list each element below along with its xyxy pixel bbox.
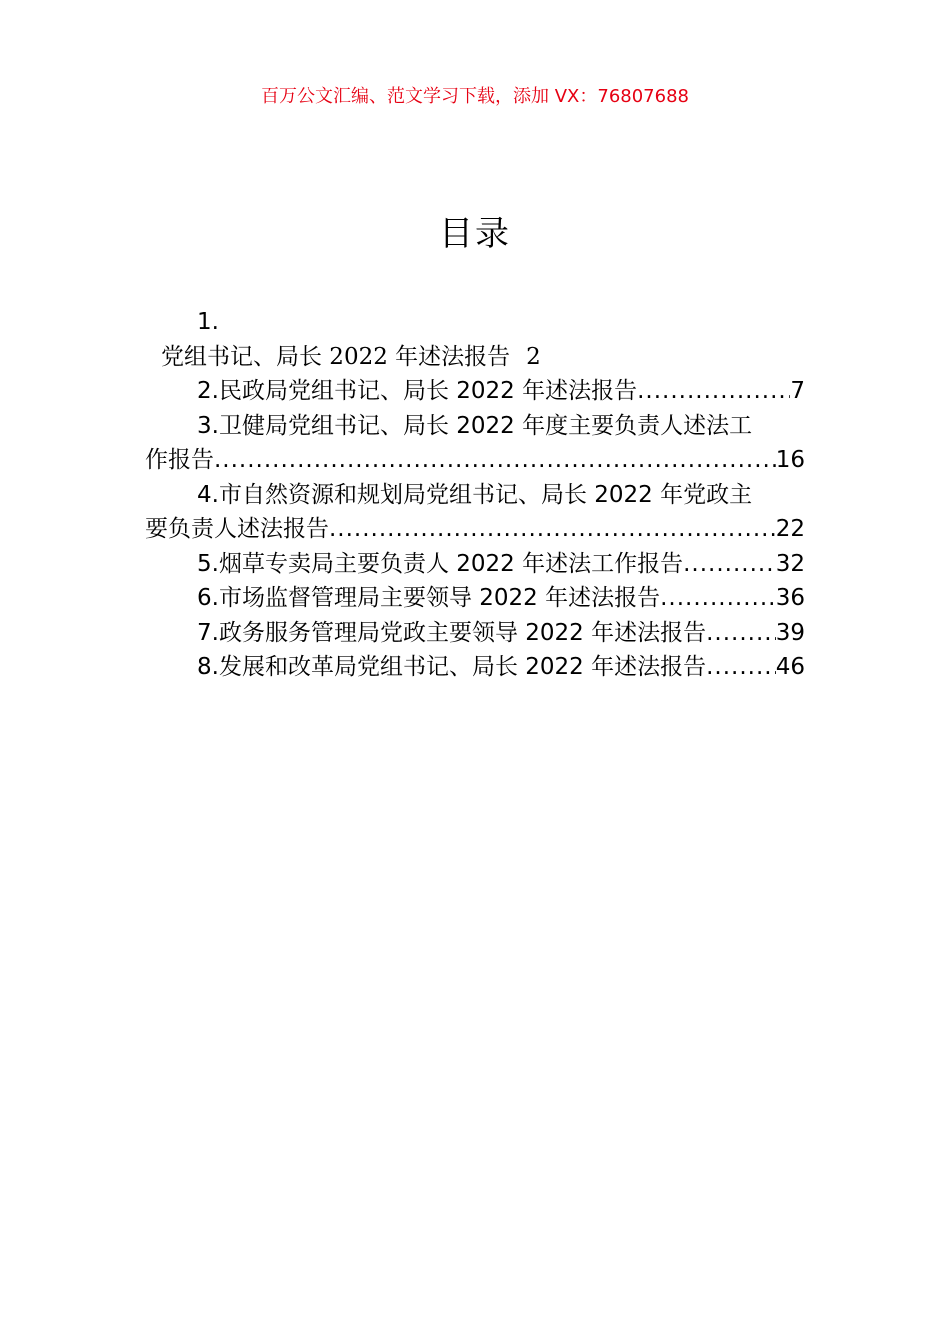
toc-item-8-page: 46 [775, 654, 805, 680]
toc-item-1[interactable] [145, 305, 805, 374]
toc-item-4-line1: 4.市自然资源和规划局党组书记、局长 2022 年党政主 [197, 481, 753, 508]
toc-item-2[interactable] [145, 374, 805, 409]
toc-item-6[interactable] [145, 581, 805, 616]
toc-item-3-line1: 3.卫健局党组书记、局长 2022 年度主要负责人述法工 [197, 412, 753, 439]
header-banner: 百万公文汇编、范文学习下载，添加 VX：76807688 [261, 86, 689, 107]
toc-item-2-label: 2.民政局党组书记、局长 2022 年述法报告 [197, 378, 638, 404]
toc-item-1-page: 2 [526, 343, 541, 370]
toc-item-1-number: 1. [197, 309, 219, 335]
toc-item-7[interactable] [145, 616, 805, 651]
toc-leader-dots [660, 581, 776, 616]
toc-item-1-text: 党组书记、局长 2022 年述法报告 [161, 343, 511, 370]
toc-leader-dots [706, 616, 776, 651]
toc-leader-dots [637, 374, 790, 409]
toc-item-3-line2: 作报告 [145, 447, 214, 473]
toc-leader-dots [706, 650, 776, 685]
toc-item-5-page: 32 [775, 550, 805, 577]
toc-item-2-page: 7 [790, 378, 805, 404]
toc-item-7-label: 7.政务服务管理局党政主要领导 2022 年述法报告 [197, 619, 707, 646]
toc-item-4-page: 22 [775, 516, 805, 542]
toc-item-3[interactable] [145, 409, 805, 478]
toc-item-7-page: 39 [775, 619, 805, 646]
toc-item-6-label: 6.市场监督管理局主要领导 2022 年述法报告 [197, 585, 661, 611]
toc-item-8[interactable] [145, 650, 805, 685]
toc-item-6-page: 36 [775, 585, 805, 611]
toc-leader-dots [683, 547, 776, 582]
toc-item-4[interactable] [145, 478, 805, 547]
toc-item-3-page: 16 [775, 447, 805, 473]
toc-leader-dots [329, 512, 776, 547]
toc-item-8-label: 8.发展和改革局党组书记、局长 2022 年述法报告 [197, 654, 707, 680]
page-title: 目录 [439, 214, 511, 254]
toc-item-5[interactable] [145, 547, 805, 582]
toc-leader-dots [214, 443, 776, 478]
toc-item-5-label: 5.烟草专卖局主要负责人 2022 年述法工作报告 [197, 550, 684, 577]
toc-item-4-line2: 要负责人述法报告 [145, 516, 329, 542]
table-of-contents [145, 305, 805, 685]
